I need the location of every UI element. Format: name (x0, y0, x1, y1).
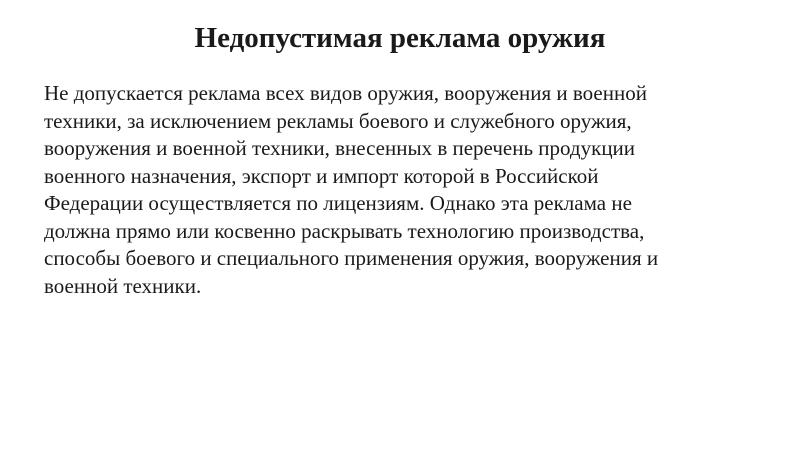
paragraph-line: военного назначения, экспорт и импорт которой в Российской (44, 163, 599, 188)
paragraph-line: Федерации осуществляется по лицензиям. Однако эта реклама не (44, 191, 632, 215)
paragraph-line: вооружения и военной техники, внесенных в перечень продукции (44, 136, 636, 160)
paragraph-line: Не допускается реклама всех видов оружия, вооружения и военной (44, 81, 647, 105)
paragraph-line: военной техники. (44, 273, 202, 298)
slide-body-paragraph (44, 80, 744, 300)
paragraph-line: техники, за исключением рекламы боевого и служебного оружия, (44, 108, 632, 133)
paragraph-line: способы боевого и специального применения оружия, вооружения и (44, 246, 659, 270)
paragraph-line: должна прямо или косвенно раскрывать технологию производства, (44, 218, 645, 243)
slide-title: Недопустимая реклама оружия (194, 22, 606, 54)
